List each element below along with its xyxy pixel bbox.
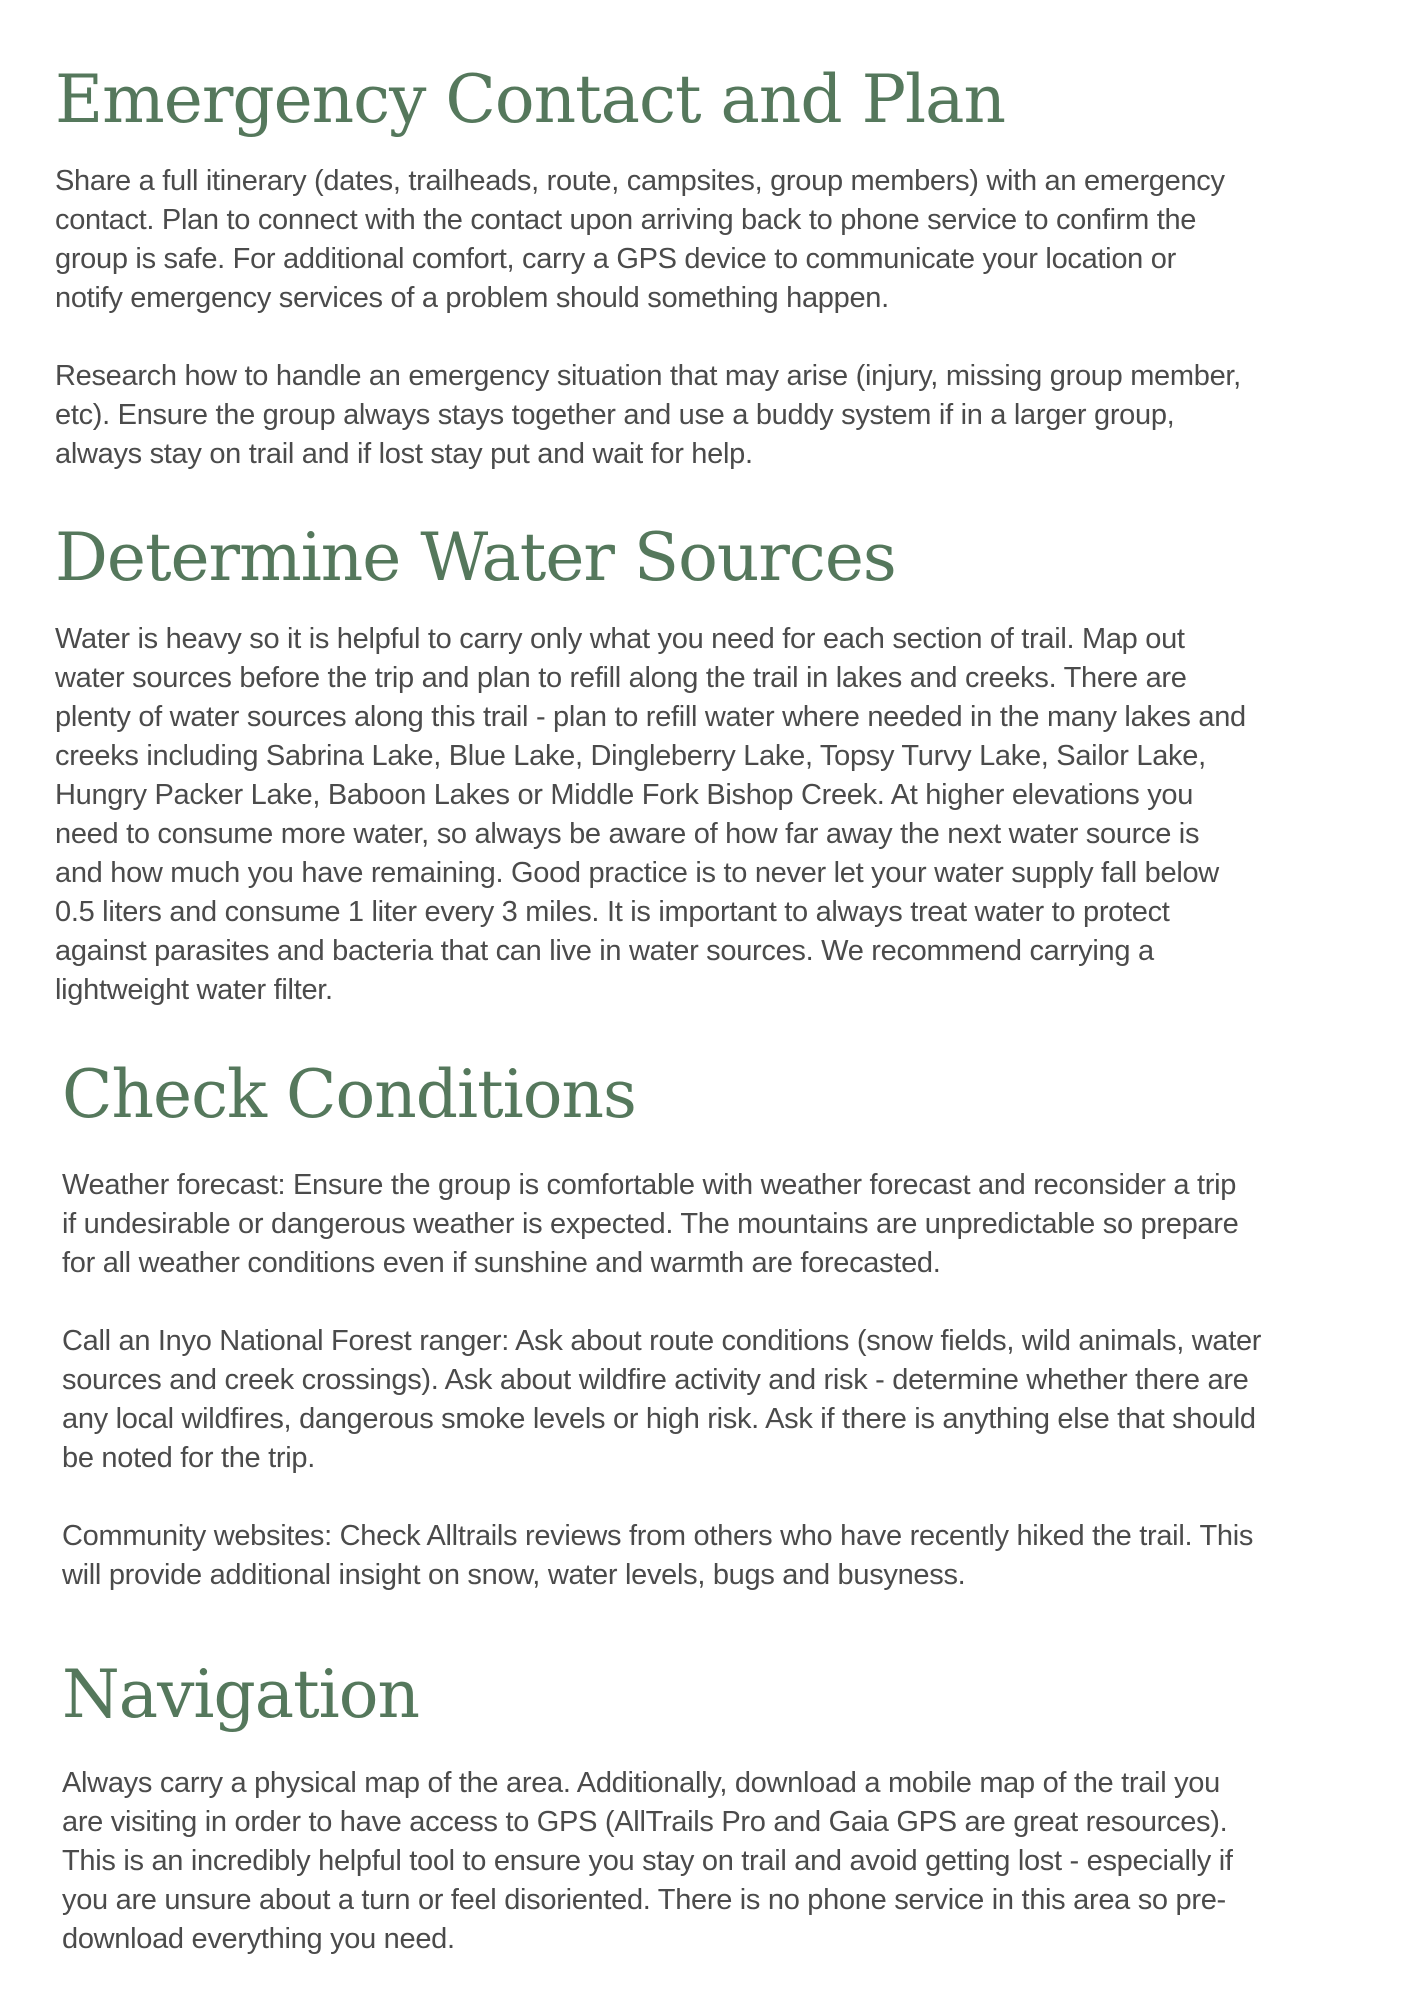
text-line: Community websites: Check Alltrails reviews from others who have recently hiked the trail. This (62, 1520, 1254, 1552)
text-line: plenty of water sources along this trail - plan to refill water where needed in the many lakes and (55, 701, 1246, 733)
text-line: for all weather conditions even if sunshine and warmth are forecasted. (62, 1247, 941, 1279)
paragraph (62, 1764, 1362, 1959)
text-line: etc). Ensure the group always stays together and use a buddy system if in a larger group, (55, 399, 1175, 431)
text-line: download everything you need. (62, 1923, 455, 1955)
text-line: Share a full itinerary (dates, trailheads, route, campsites, group members) with an emergency (55, 165, 1225, 197)
section-navigation (62, 1655, 1362, 1959)
section-heading: Determine Water Sources (55, 519, 896, 596)
text-line: notify emergency services of a problem should something happen. (55, 282, 889, 314)
text-line: need to consume more water, so always be aware of how far away the next water source is (55, 818, 1200, 850)
section-water-sources (55, 518, 1355, 1010)
text-line: Weather forecast: Ensure the group is comfortable with weather forecast and reconsider a trip (62, 1169, 1237, 1201)
text-line: contact. Plan to connect with the contact upon arriving back to phone service to confirm the (55, 204, 1197, 236)
text-line: 0.5 liters and consume 1 liter every 3 miles. It is important to always treat water to protect (55, 896, 1170, 928)
paragraph (55, 162, 1355, 318)
section-emergency-contact (55, 60, 1355, 474)
section-check-conditions (62, 1055, 1362, 1595)
paragraph (62, 1322, 1362, 1478)
text-line: any local wildfires, dangerous smoke levels or high risk. Ask if there is anything else that should (62, 1403, 1256, 1435)
section-heading: Emergency Contact and Plan (55, 61, 1005, 138)
paragraph (55, 357, 1355, 474)
text-line: Call an Inyo National Forest ranger: Ask about route conditions (snow fields, wild animals, water (62, 1325, 1262, 1357)
text-line: you are unsure about a turn or feel disoriented. There is no phone service in this area so pre- (62, 1884, 1226, 1916)
text-line: if undesirable or dangerous weather is expected. The mountains are unpredictable so prepare (62, 1208, 1239, 1240)
text-line: Water is heavy so it is helpful to carry only what you need for each section of trail. Map out (55, 623, 1185, 655)
paragraph (62, 1517, 1362, 1595)
text-line: creeks including Sabrina Lake, Blue Lake, Dingleberry Lake, Topsy Turvy Lake, Sailor Lake, (55, 740, 1206, 772)
text-line: and how much you have remaining. Good practice is to never let your water supply fall below (55, 857, 1219, 889)
text-line: water sources before the trip and plan to refill along the trail in lakes and creeks. There are (55, 662, 1187, 694)
text-line: group is safe. For additional comfort, carry a GPS device to communicate your location or (55, 243, 1176, 275)
text-line: are visiting in order to have access to GPS (AllTrails Pro and Gaia GPS are great resources). (62, 1806, 1228, 1838)
text-line: lightweight water filter. (55, 974, 333, 1006)
section-heading: Check Conditions (62, 1056, 636, 1133)
text-line: will provide additional insight on snow, water levels, bugs and busyness. (62, 1559, 966, 1591)
text-line: sources and creek crossings). Ask about wildfire activity and risk - determine whether there are (62, 1364, 1249, 1396)
section-heading: Navigation (62, 1656, 419, 1733)
text-line: Always carry a physical map of the area. Additionally, download a mobile map of the trail you (62, 1767, 1220, 1799)
text-line: Research how to handle an emergency situation that may arise (injury, missing group member, (55, 360, 1241, 392)
text-line: against parasites and bacteria that can live in water sources. We recommend carrying a (55, 935, 1154, 967)
text-line: This is an incredibly helpful tool to ensure you stay on trail and avoid getting lost - especially if (62, 1845, 1233, 1877)
text-line: always stay on trail and if lost stay put and wait for help. (55, 438, 753, 470)
paragraph (55, 620, 1355, 1010)
paragraph (62, 1166, 1362, 1283)
text-line: Hungry Packer Lake, Baboon Lakes or Middle Fork Bishop Creek. At higher elevations you (55, 779, 1194, 811)
text-line: be noted for the trip. (62, 1442, 315, 1474)
